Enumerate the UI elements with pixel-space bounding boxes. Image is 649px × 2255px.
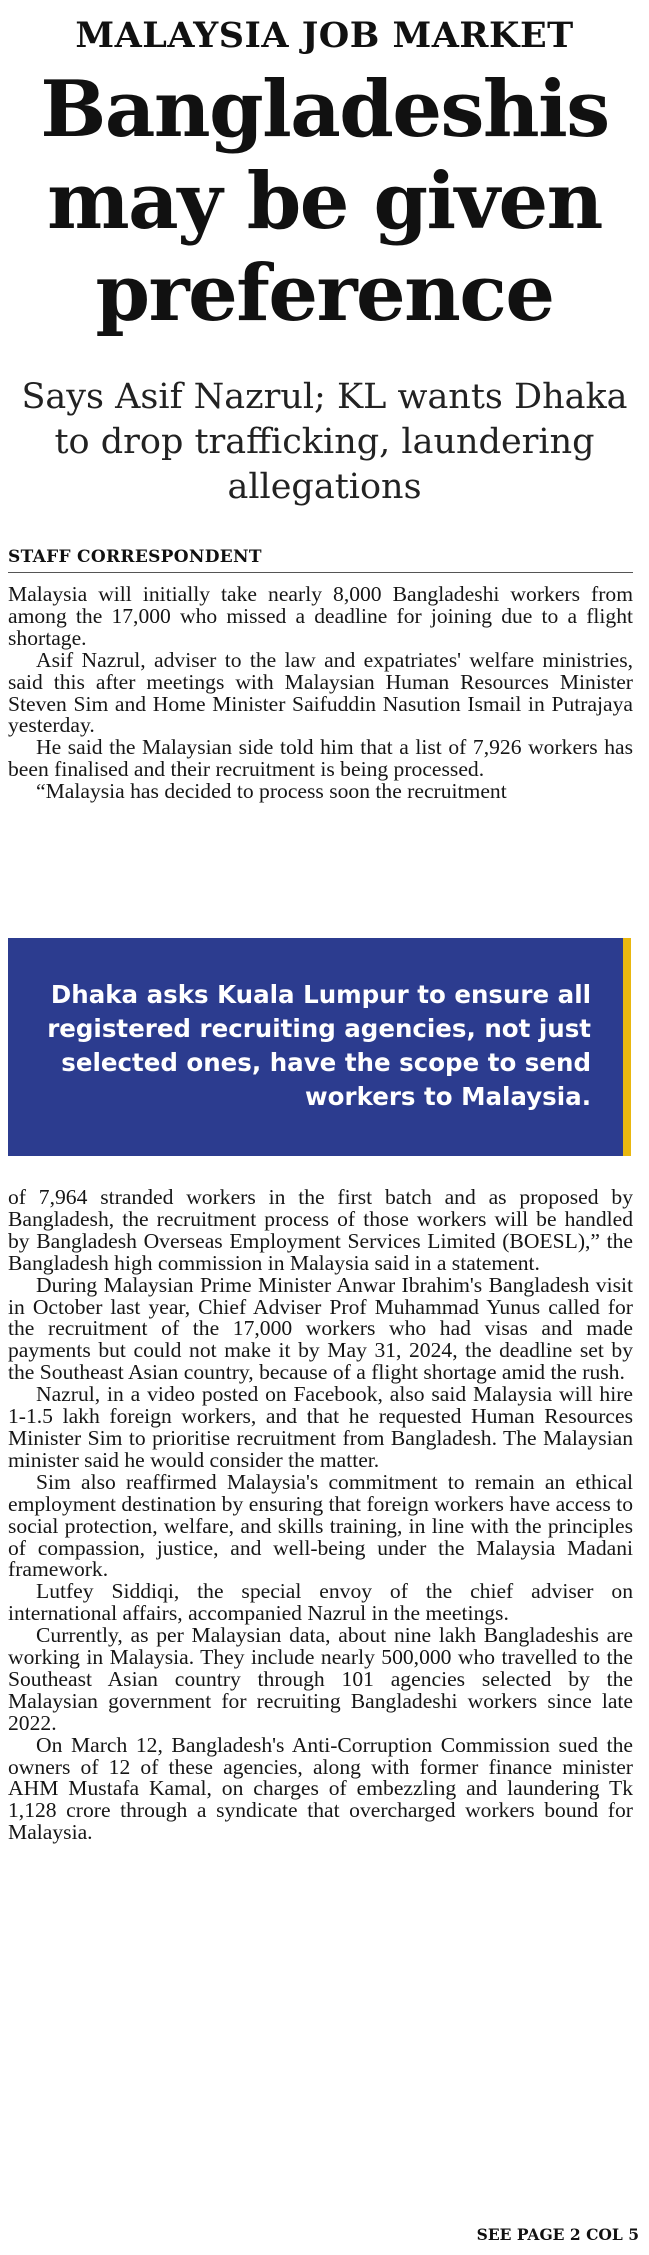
article-paragraph: On March 12, Bangladesh's Anti-Corruption Commission sued the owners of 12 of these agencies, along with former finance minister AHM Mustafa Kamal, on charges of embezzling and laundering Tk 1,128 crore through a syndicate that overcharged workers bound for Malaysia.: [8, 1732, 633, 1845]
article-body-bottom: [8, 1187, 633, 1844]
continued-on-page-link[interactable]: SEE PAGE 2 COL 5: [476, 2225, 639, 2244]
article-byline: STAFF CORRESPONDENT: [8, 547, 262, 567]
pull-quote-accent-bar: [623, 938, 631, 1156]
article-paragraph: During Malaysian Prime Minister Anwar Ibrahim's Bangladesh visit in October last year, Chief Adviser Prof Muhammad Yunus called for the recruitment of the 17,000 workers who had visas and made payments but could not make it by May 31, 2024, the deadline set by the Southeast Asian country, because of a flight shortage amid the rush.: [8, 1272, 633, 1385]
article-paragraph: He said the Malaysian side told him that a list of 7,926 workers has been finalised and their recruitment is being processed.: [8, 735, 633, 782]
pull-quote-text: Dhaka asks Kuala Lumpur to ensure all registered recruiting agencies, not just selected ones, have the scope to send workers to Malaysia.: [47, 980, 591, 1111]
article-paragraph: Asif Nazrul, adviser to the law and expatriates' welfare ministries, said this after meetings with Malaysian Human Resources Minister Steven Sim and Home Minister Saifuddin Nasution Ismail in Putrajaya yesterday.: [8, 647, 633, 738]
article-paragraph: Lutfey Siddiqi, the special envoy of the chief adviser on international affairs, accompanied Nazrul in the meetings.: [8, 1579, 633, 1626]
article-paragraph: Nazrul, in a video posted on Facebook, also said Malaysia will hire 1-1.5 lakh foreign workers, and that he requested Human Resources Minister Sim to prioritise recruitment from Bangladesh. The Malaysian minister said he would consider the matter.: [8, 1382, 633, 1472]
article-paragraph: “Malaysia has decided to process soon the recruitment: [36, 779, 507, 804]
article-paragraph: Sim also reaffirmed Malaysia's commitment to remain an ethical employment destination by ensuring that foreign workers have access to social protection, welfare, and skills training, in line with the principles of compassion, justice, and well-being under the Malaysia Madani framework.: [8, 1469, 633, 1582]
pull-quote-box: [8, 938, 631, 1156]
article-kicker: MALAYSIA JOB MARKET: [75, 15, 574, 56]
article-headline: Bangladeshis may be given preference: [40, 64, 609, 339]
article-paragraph: Malaysia will initially take nearly 8,000 Bangladeshi workers from among the 17,000 who missed a deadline for joining due to a flight shortage.: [8, 582, 633, 650]
article-body-top: [8, 584, 633, 803]
article-paragraph: of 7,964 stranded workers in the first batch and as proposed by Bangladesh, the recruitment process of those workers will be handled by Bangladesh Overseas Employment Services Limited (BOESL),” the Bangladesh high commission in Malaysia said in a statement.: [8, 1185, 633, 1275]
byline-divider: [8, 572, 633, 573]
article-deck: Says Asif Nazrul; KL wants Dhaka to drop trafficking, laundering allegations: [21, 377, 628, 507]
article-paragraph: Currently, as per Malaysian data, about nine lakh Bangladeshis are working in Malaysia. They include nearly 500,000 who travelled to the Southeast Asian country through 101 agencies selected by the Malaysian government for recruiting Bangladeshi workers since late 2022.: [8, 1623, 633, 1735]
